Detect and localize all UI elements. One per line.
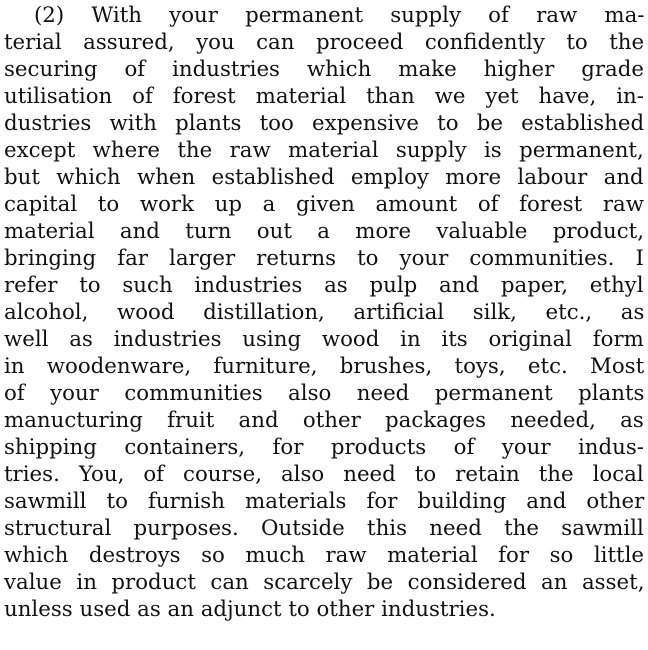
text-line: terial assured, you can proceed confidently to the — [4, 30, 645, 55]
text-line: material and turn out a more valuable product, — [4, 219, 644, 244]
text-line: manucturing fruit and other packages needed, as — [4, 408, 644, 433]
text-line: dustries with plants too expensive to be established — [4, 111, 645, 136]
text-line: value in product can scarcely be considered an asset, — [4, 570, 645, 595]
text-line: securing of industries which make higher grade — [4, 57, 644, 82]
document-page — [4, 2, 644, 648]
text-line: bringing far larger returns to your communities. I — [4, 246, 644, 271]
text-line: refer to such industries as pulp and paper, ethyl — [4, 273, 644, 298]
text-line: which destroys so much raw material for so little — [4, 543, 644, 568]
text-line: unless used as an adjunct to other industries. — [4, 597, 496, 622]
text-line: in woodenware, furniture, brushes, toys, etc. Most — [4, 354, 645, 379]
text-line: alcohol, wood distillation, artificial silk, etc., as — [4, 300, 645, 325]
text-line: utilisation of forest material than we yet have, in- — [4, 84, 644, 109]
text-line: sawmill to furnish materials for building and other — [4, 489, 645, 514]
text-line: but which when established employ more labour and — [4, 165, 644, 190]
text-line: of your communities also need permanent plants — [4, 381, 645, 406]
body-paragraph — [4, 2, 644, 623]
text-line: except where the raw material supply is permanent, — [4, 138, 644, 163]
text-line: (2) With your permanent supply of raw ma- — [34, 3, 645, 28]
text-line: capital to work up a given amount of forest raw — [4, 192, 644, 217]
text-line: shipping containers, for products of your indus- — [4, 435, 644, 460]
text-line: well as industries using wood in its original form — [4, 327, 644, 352]
text-line: tries. You, of course, also need to retain the local — [4, 462, 644, 487]
text-line: structural purposes. Outside this need the sawmill — [4, 516, 644, 541]
